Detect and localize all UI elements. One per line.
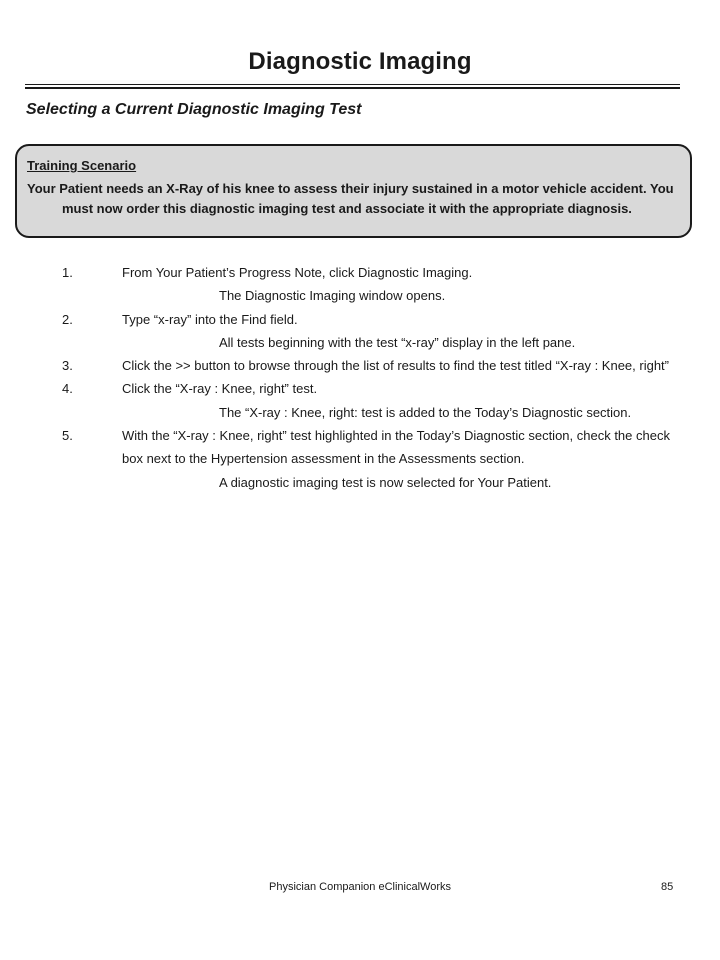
step-number: 2. — [62, 311, 73, 327]
training-scenario-label: Training Scenario — [27, 158, 137, 173]
step-text: Type “x-ray” into the Find field. — [122, 311, 298, 327]
step-text: With the “X-ray : Knee, right” test highlighted in the Today’s Diagnostic section, check the check box next to the Hypertension assessment in the Assessments section. — [122, 428, 670, 467]
footer-page-number: 85 — [661, 881, 674, 893]
step-number: 5. — [62, 428, 73, 444]
step-result: The “X-ray : Knee, right: test is added to the Today’s Diagnostic section. — [219, 404, 632, 420]
step-item — [62, 424, 692, 494]
step-item — [62, 354, 692, 377]
step-result: A diagnostic imaging test is now selected for Your Patient. — [219, 474, 552, 490]
page-title: Diagnostic Imaging — [248, 48, 472, 75]
step-number: 4. — [62, 381, 73, 397]
step-result: All tests beginning with the test “x-ray” display in the left pane. — [219, 334, 576, 350]
step-text: Click the >> button to browse through the list of results to find the test titled “X-ray : Knee, right” — [122, 358, 669, 374]
title-divider — [25, 84, 680, 89]
step-item — [62, 308, 692, 355]
step-list — [62, 261, 692, 494]
step-text: From Your Patient’s Progress Note, click Diagnostic Imaging. — [122, 265, 473, 280]
training-scenario-box — [15, 144, 692, 238]
section-heading: Selecting a Current Diagnostic Imaging Test — [26, 101, 362, 118]
footer-document-title: Physician Companion eClinicalWorks — [269, 881, 451, 893]
step-item — [62, 377, 692, 424]
step-number: 3. — [62, 358, 73, 374]
step-number: 1. — [62, 265, 73, 280]
training-scenario-text: Your Patient needs an X-Ray of his knee to assess their injury sustained in a motor vehicle accident. You must now order this diagnostic imaging test and associate it with the appropriate diagnosis. — [27, 181, 674, 216]
step-item — [62, 261, 692, 308]
step-text: Click the “X-ray : Knee, right” test. — [122, 381, 318, 397]
step-result: The Diagnostic Imaging window opens. — [219, 288, 446, 304]
